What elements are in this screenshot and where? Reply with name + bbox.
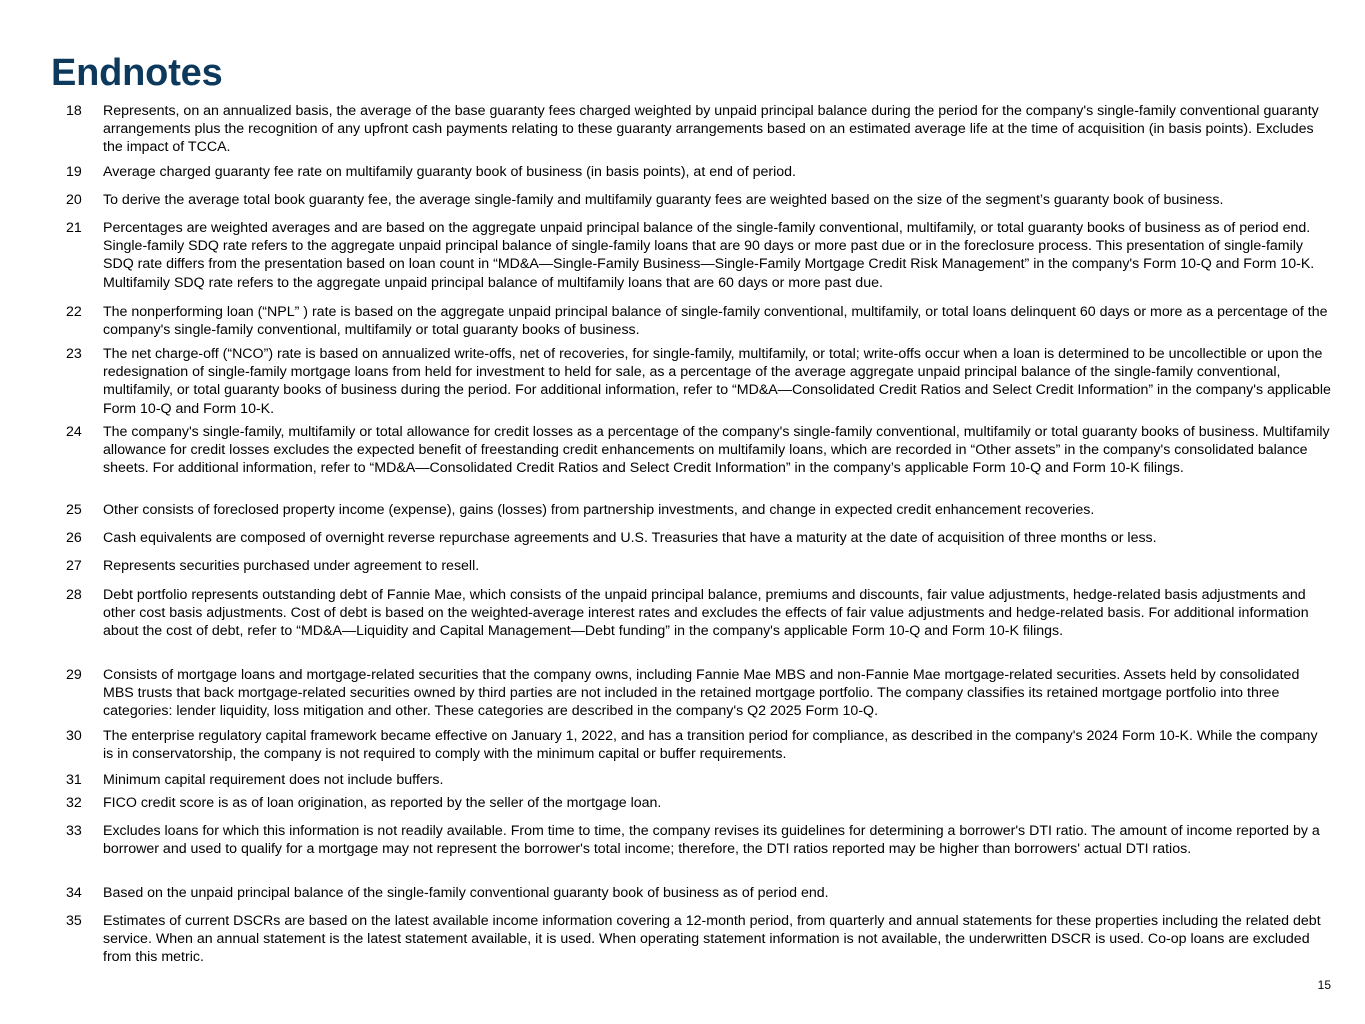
- endnote-text: Represents securities purchased under agreement to resell.: [103, 558, 480, 574]
- endnote-number: 29: [66, 667, 82, 683]
- endnote-text: FICO credit score is as of loan origination, as reported by the seller of the mortgage loan.: [103, 795, 662, 811]
- endnote-text: Based on the unpaid principal balance of the single-family conventional guaranty book of business as of period end.: [103, 885, 829, 901]
- endnote-text: Excludes loans for which this information is not readily available. From time to time, the company revises its guidelines for determining a borrower's DTI ratio. The amount of income reported by a borrower and used to qualify for a mortgage may not represent the borrower's total income; therefore, the DTI ratios reported may be higher than borrowers' actual DTI ratios.: [103, 823, 1320, 858]
- endnote-item: [66, 666, 1331, 721]
- endnote-item: [66, 529, 1331, 547]
- endnote-text: Cash equivalents are composed of overnight reverse repurchase agreements and U.S. Treasuries that have a maturity at the date of acquisition of three months or less.: [103, 530, 1157, 546]
- endnote-item: [66, 557, 1331, 575]
- endnote-number: 33: [66, 823, 82, 839]
- endnote-item: [66, 501, 1331, 519]
- endnote-item: [66, 794, 1331, 812]
- endnote-text: Consists of mortgage loans and mortgage-related securities that the company owns, including Fannie Mae MBS and non-Fannie Mae mortgage-related securities. Assets held by consolidated MBS trusts that back mortgage-related securities owned by third parties are not included in the retained mortgage portfolio. The company classifies its retained mortgage portfolio into three categories: lender liquidity, loss mitigation and other. These categories are described in the company's Q2 2025 Form 10-Q.: [103, 667, 1300, 720]
- endnote-text: The net charge-off (“NCO”) rate is based on annualized write-offs, net of recoveries, for single-family, multifamily, or total; write-offs occur when a loan is determined to be uncollectible or upon the redesignation of single-family mortgage loans from held for investment to held for sale, as a percentage of the average aggregate unpaid principal balance of the single-family conventional, multifamily, or total guaranty books of business during the period. For additional information, refer to “MD&A—Consolidated Credit Ratios and Select Credit Information” in the company's applicable Form 10-Q and Form 10-K.: [103, 346, 1331, 417]
- endnote-text: Represents, on an annualized basis, the average of the base guaranty fees charged weighted by unpaid principal balance during the period for the company's single-family conventional guaranty arrangements plus the recognition of any upfront cash payments relating to these guaranty arrangements based on an estimated average life at the time of acquisition (in basis points). Excludes the impact of TCCA.: [103, 103, 1319, 156]
- endnote-text: Minimum capital requirement does not include buffers.: [103, 772, 444, 788]
- endnote-number: 22: [66, 304, 82, 320]
- endnote-number: 18: [66, 103, 82, 119]
- endnote-text: To derive the average total book guaranty fee, the average single-family and multifamily guaranty fees are weighted based on the size of the segment’s guaranty book of business.: [103, 192, 1224, 208]
- endnote-number: 28: [66, 587, 82, 603]
- endnote-text: The nonperforming loan (“NPL” ) rate is based on the aggregate unpaid principal balance of single-family conventional, multifamily, or total loans delinquent 60 days or more as a percentage of the company's single-family conventional, multifamily or total guaranty books of business.: [103, 304, 1328, 339]
- endnote-text: Estimates of current DSCRs are based on the latest available income information covering a 12-month period, from quarterly and annual statements for these properties including the related debt service. When an annual statement is the latest statement available, it is used. When operating statement information is not available, the underwritten DSCR is used. Co-op loans are excluded from this metric.: [103, 913, 1321, 966]
- endnote-item: [66, 771, 1331, 789]
- endnote-item: [66, 586, 1331, 641]
- endnote-text: Debt portfolio represents outstanding debt of Fannie Mae, which consists of the unpaid principal balance, premiums and discounts, fair value adjustments, hedge-related basis adjustments and other cost basis adjustments. Cost of debt is based on the weighted-average interest rates and excludes the effects of fair value adjustments and hedge-related basis. For additional information about the cost of debt, refer to “MD&A—Liquidity and Capital Management—Debt funding” in the company's applicable Form 10-Q and Form 10-K filings.: [103, 587, 1309, 640]
- endnote-item: [66, 822, 1331, 858]
- endnote-text: Other consists of foreclosed property income (expense), gains (losses) from partnership investments, and change in expected credit enhancement recoveries.: [103, 502, 1095, 518]
- endnote-number: 27: [66, 558, 82, 574]
- endnote-item: [66, 163, 1331, 181]
- endnote-item: [66, 423, 1331, 478]
- endnote-number: 30: [66, 728, 82, 744]
- endnote-item: [66, 102, 1331, 157]
- endnote-text: The enterprise regulatory capital framework became effective on January 1, 2022, and has a transition period for compliance, as described in the company's 2024 Form 10-K. While the company is in conservatorship, the company is not required to comply with the minimum capital or buffer requirements.: [103, 728, 1318, 763]
- endnote-number: 26: [66, 530, 82, 546]
- endnote-item: [66, 219, 1331, 292]
- endnote-number: 34: [66, 885, 82, 901]
- endnote-number: 32: [66, 795, 82, 811]
- endnote-text: Average charged guaranty fee rate on multifamily guaranty book of business (in basis points), at end of period.: [103, 164, 796, 180]
- endnote-item: [66, 912, 1331, 967]
- page-title: Endnotes: [51, 52, 223, 94]
- endnote-number: 23: [66, 346, 82, 362]
- endnote-text: The company's single-family, multifamily or total allowance for credit losses as a percentage of the company's single-family conventional, multifamily or total guaranty books of business. Multifamily allowance for credit losses excludes the expected benefit of freestanding credit enhancements on multifamily loans, which are recorded in “Other assets” in the company's consolidated balance sheets. For additional information, refer to “MD&A—Consolidated Credit Ratios and Select Credit Information” in the company’s applicable Form 10-Q and Form 10-K filings.: [103, 424, 1330, 477]
- endnote-item: [66, 191, 1331, 209]
- endnote-text: Percentages are weighted averages and are based on the aggregate unpaid principal balance of the single-family conventional, multifamily, or total guaranty books of business as of period end. Single-family SDQ rate refers to the aggregate unpaid principal balance of single-family loans that are 90 days or more past due or in the foreclosure process. This presentation of single-family SDQ rate differs from the presentation based on loan count in “MD&A—Single-Family Business—Single-Family Mortgage Credit Risk Management” in the company's Form 10-Q and Form 10-K. Multifamily SDQ rate refers to the aggregate unpaid principal balance of multifamily loans that are 60 days or more past due.: [103, 220, 1315, 291]
- endnote-item: [66, 727, 1331, 763]
- page-number: 15: [1317, 978, 1331, 992]
- endnote-number: 31: [66, 772, 82, 788]
- endnote-item: [66, 303, 1331, 339]
- endnote-item: [66, 884, 1331, 902]
- endnote-number: 25: [66, 502, 82, 518]
- endnote-number: 21: [66, 220, 82, 236]
- endnote-number: 35: [66, 913, 82, 929]
- endnote-item: [66, 345, 1331, 418]
- endnote-number: 24: [66, 424, 82, 440]
- endnote-number: 20: [66, 192, 82, 208]
- endnote-number: 19: [66, 164, 82, 180]
